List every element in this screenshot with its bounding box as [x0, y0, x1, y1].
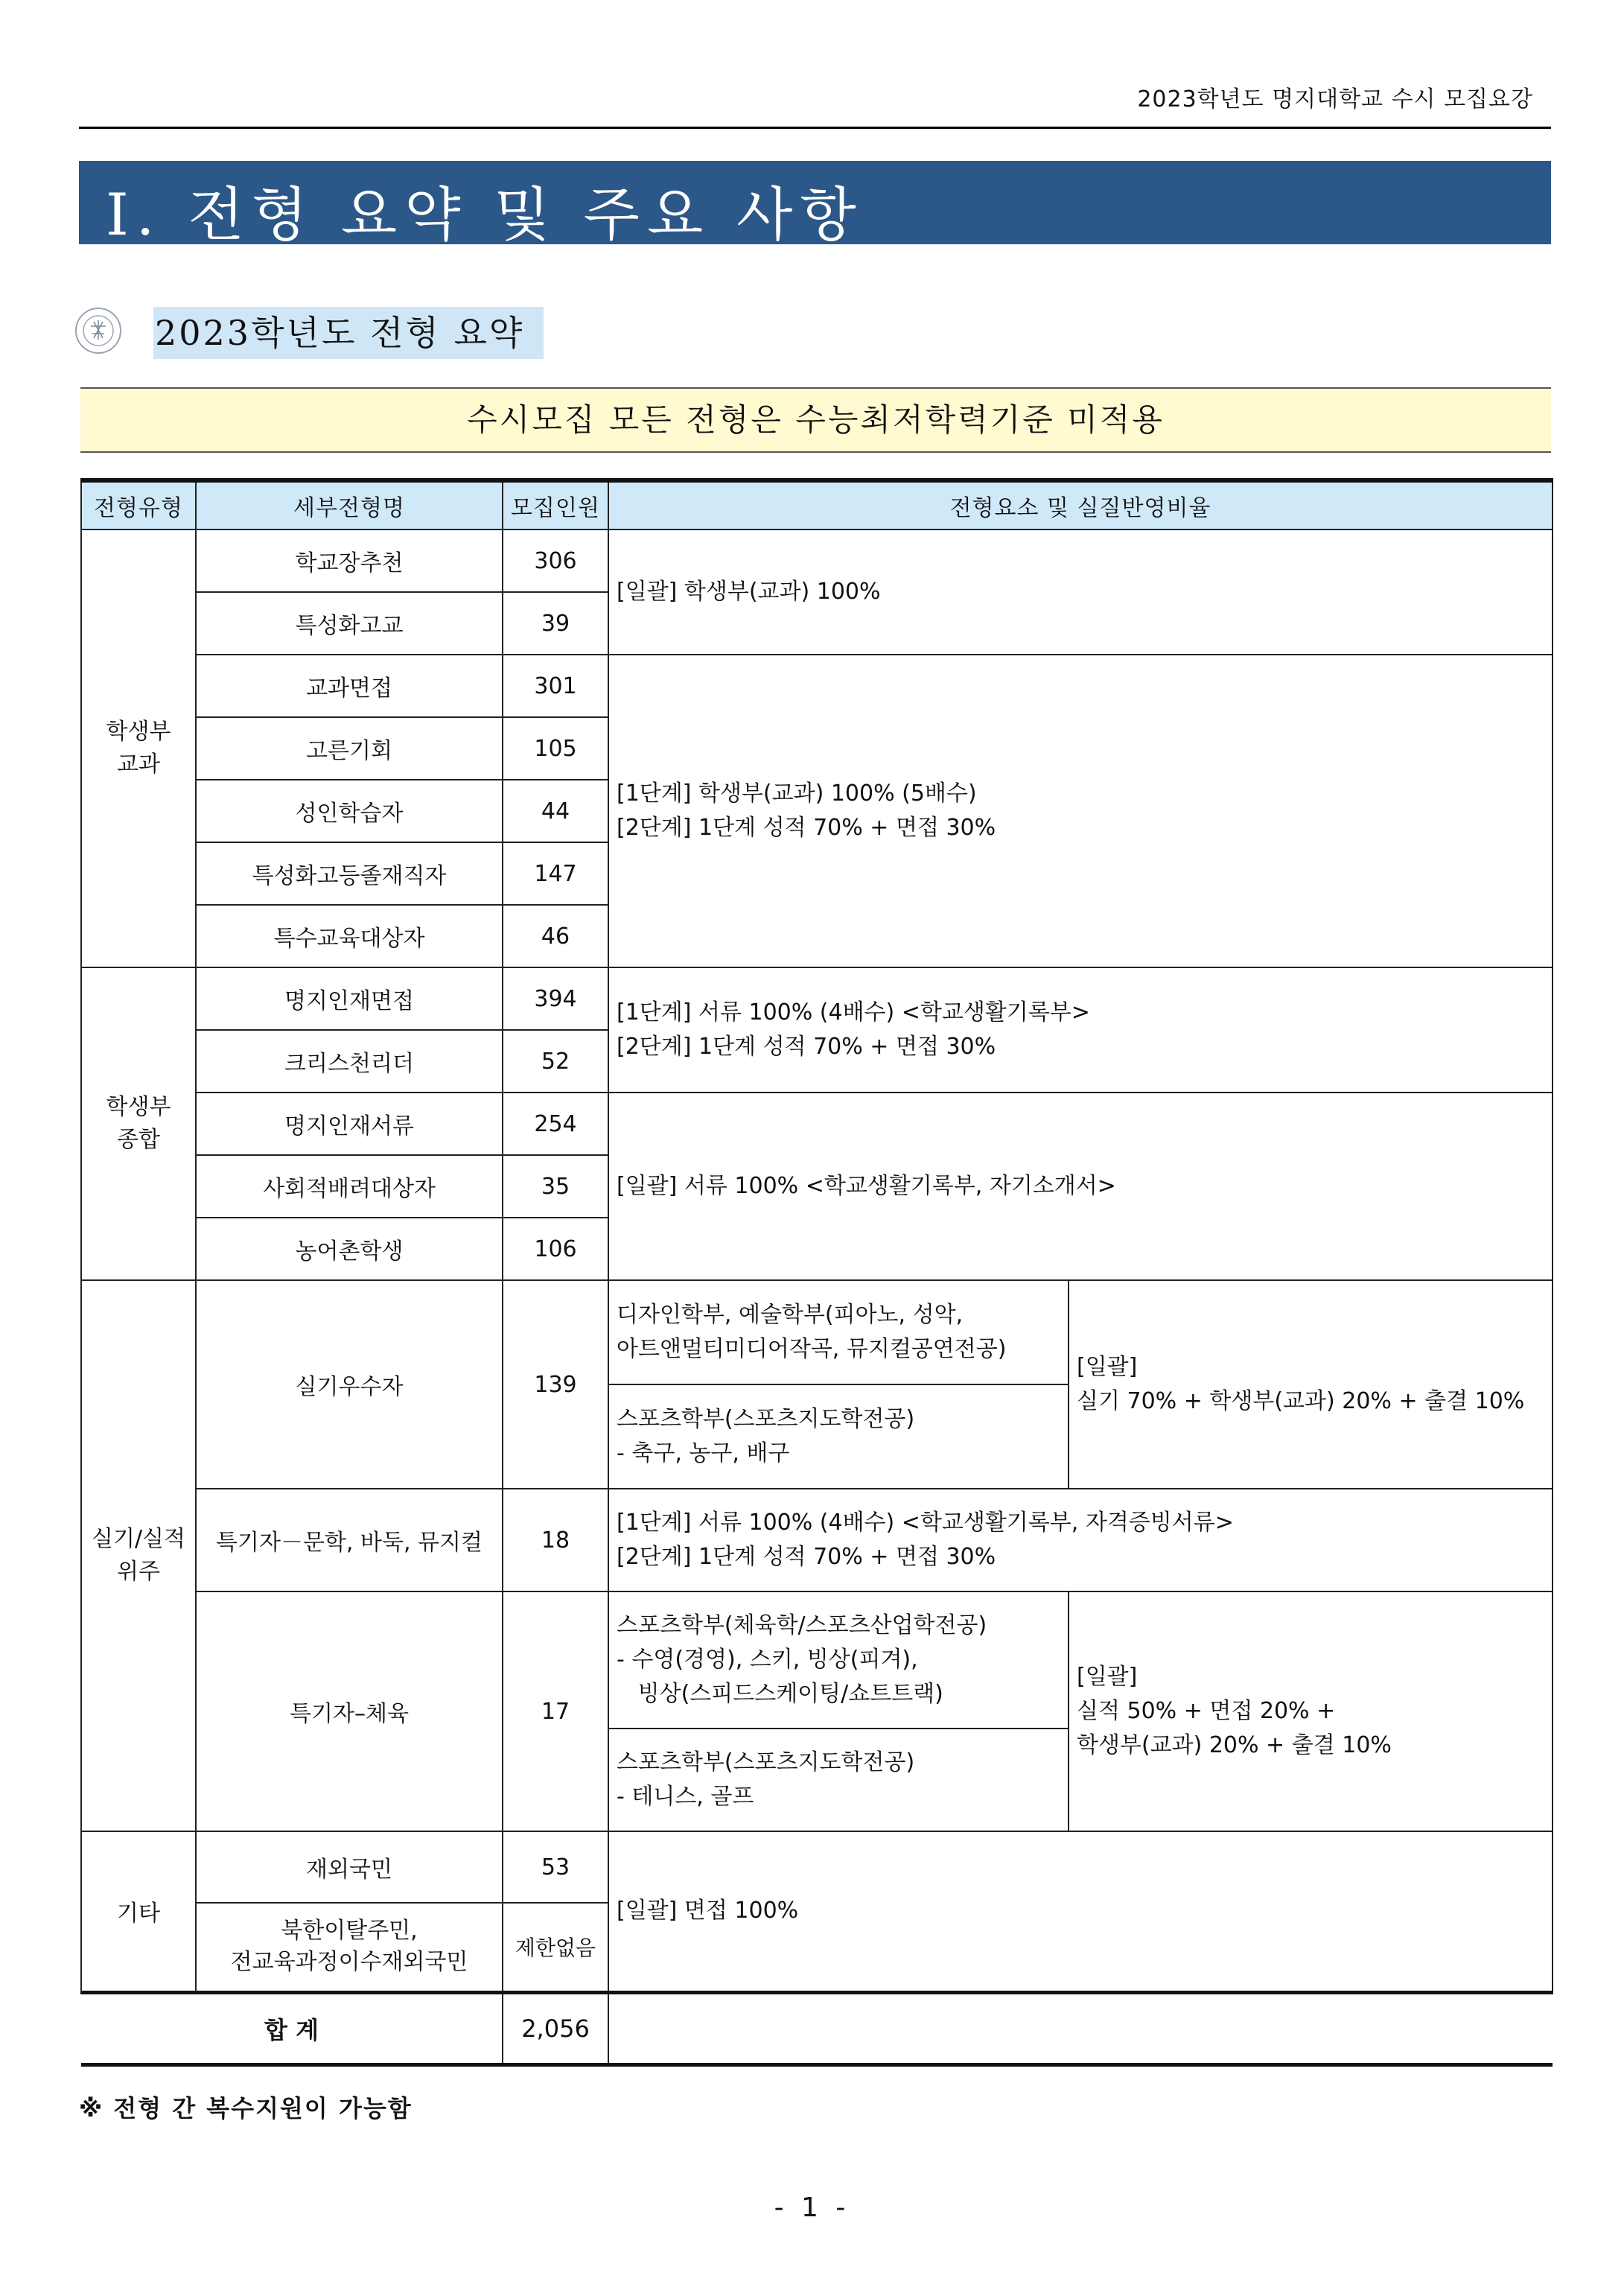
table-row: [81, 655, 1553, 717]
subtype-name: 명지인재면접: [196, 967, 503, 1030]
subtype-name: 사회적배려대상자: [196, 1155, 503, 1218]
page-number: - 1 -: [774, 2192, 850, 2223]
column-header: 세부전형명: [196, 480, 503, 530]
quota-value: 301: [503, 655, 608, 717]
subtype-name: 특수교육대상자: [196, 905, 503, 967]
total-label: 합 계: [81, 1992, 503, 2064]
quota-value: 106: [503, 1218, 608, 1280]
table-row: [81, 1093, 1553, 1155]
quota-value: 46: [503, 905, 608, 967]
table-row: [81, 1489, 1553, 1591]
subtype-name: 성인학습자: [196, 780, 503, 842]
eligible-department: 스포츠학부(체육학/스포츠산업학전공) - 수영(경영), 스키, 빙상(피겨), 빙상(스피드스케이팅/쇼트트랙): [608, 1591, 1069, 1729]
quota-value: 52: [503, 1030, 608, 1093]
evaluation-criteria: [일괄] 실기 70% + 학생부(교과) 20% + 출결 10%: [1069, 1280, 1553, 1489]
university-seal-icon: [69, 304, 152, 357]
section-title: Ⅰ. 전형 요약 및 주요 사항: [106, 182, 864, 249]
total-value: 2,056: [503, 1992, 608, 2064]
quota-value: 44: [503, 780, 608, 842]
quota-value: 39: [503, 592, 608, 655]
evaluation-criteria: [1단계] 서류 100% (4배수) <학교생활기록부, 자격증빙서류> [2단계] 1단계 성적 70% + 면접 30%: [608, 1489, 1553, 1591]
total-row: [81, 1992, 1553, 2064]
column-header: 모집인원: [503, 480, 608, 530]
subtype-name: 농어촌학생: [196, 1218, 503, 1280]
quota-value: 105: [503, 717, 608, 780]
category-cell: 실기/실적 위주: [81, 1280, 196, 1831]
subtype-name: 크리스천리더: [196, 1030, 503, 1093]
quota-value: 139: [503, 1280, 608, 1489]
evaluation-criteria: [일괄] 면접 100%: [608, 1831, 1553, 1992]
category-cell: 학생부 교과: [81, 530, 196, 967]
quota-value: 147: [503, 842, 608, 905]
quota-value: 306: [503, 530, 608, 592]
eligible-department: 스포츠학부(스포츠지도학전공) - 테니스, 골프: [608, 1729, 1069, 1831]
category-cell: 기타: [81, 1831, 196, 1992]
table-row: [81, 967, 1553, 1030]
footnote: ※ 전형 간 복수지원이 가능함: [79, 2094, 413, 2122]
total-empty-cell: [608, 1992, 1553, 2064]
header-rule: [79, 127, 1551, 129]
quota-value: 394: [503, 967, 608, 1030]
admission-summary-table: [80, 478, 1553, 2067]
quota-value: 53: [503, 1831, 608, 1903]
subtype-name: 명지인재서류: [196, 1093, 503, 1155]
evaluation-criteria: [1단계] 학생부(교과) 100% (5배수) [2단계] 1단계 성적 70% + 면접 30%: [608, 655, 1553, 967]
eligible-department: 디자인학부, 예술학부(피아노, 성악, 아트앤멀티미디어작곡, 뮤지컬공연전공): [608, 1280, 1069, 1384]
quota-value: 제한없음: [503, 1903, 608, 1992]
evaluation-criteria: [1단계] 서류 100% (4배수) <학교생활기록부> [2단계] 1단계 성적 70% + 면접 30%: [608, 967, 1553, 1093]
section-subtitle: 2023학년도 전형 요약: [153, 307, 544, 359]
subtype-name: 고른기회: [196, 717, 503, 780]
page-header-text: 2023학년도 명지대학교 수시 모집요강: [1137, 86, 1533, 112]
quota-value: 17: [503, 1591, 608, 1831]
subtype-name: 특기자–체육: [196, 1591, 503, 1831]
notice-banner: 수시모집 모든 전형은 수능최저학력기준 미적용: [80, 387, 1551, 453]
subtype-name: 교과면접: [196, 655, 503, 717]
eligible-department: 스포츠학부(스포츠지도학전공) - 축구, 농구, 배구: [608, 1384, 1069, 1489]
subtype-name: 특기자－문학, 바둑, 뮤지컬: [196, 1489, 503, 1591]
quota-value: 35: [503, 1155, 608, 1218]
column-header: 전형요소 및 실질반영비율: [608, 480, 1553, 530]
quota-value: 254: [503, 1093, 608, 1155]
table-header-row: [81, 480, 1553, 530]
subtype-name: 특성화고교: [196, 592, 503, 655]
table-row: [81, 1591, 1553, 1729]
table-row: [81, 530, 1553, 592]
column-header: 전형유형: [81, 480, 196, 530]
subtype-name: 재외국민: [196, 1831, 503, 1903]
subtype-name: 학교장추천: [196, 530, 503, 592]
evaluation-criteria: [일괄] 서류 100% <학교생활기록부, 자기소개서>: [608, 1093, 1553, 1280]
subtype-name: 북한이탈주민, 전교육과정이수재외국민: [196, 1903, 503, 1992]
subtype-name: 특성화고등졸재직자: [196, 842, 503, 905]
subtype-name: 실기우수자: [196, 1280, 503, 1489]
evaluation-criteria: [일괄] 학생부(교과) 100%: [608, 530, 1553, 655]
table-row: [81, 1280, 1553, 1384]
table-row: [81, 1831, 1553, 1903]
category-cell: 학생부 종합: [81, 967, 196, 1280]
quota-value: 18: [503, 1489, 608, 1591]
evaluation-criteria: [일괄] 실적 50% + 면접 20% + 학생부(교과) 20% + 출결 10%: [1069, 1591, 1553, 1831]
section-banner: [79, 161, 1551, 249]
